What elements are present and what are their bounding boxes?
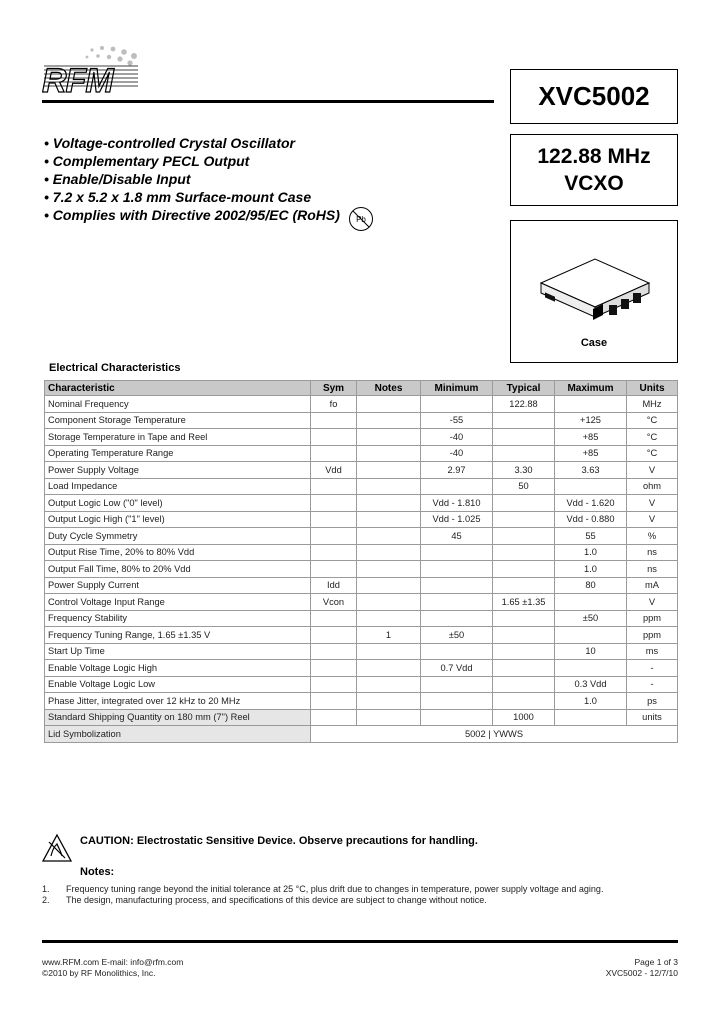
table-row xyxy=(45,511,678,528)
caution-text: CAUTION: Electrostatic Sensitive Device. Observe precautions for handling. xyxy=(80,835,478,847)
table-cell xyxy=(493,445,555,462)
case-image-box xyxy=(510,220,678,363)
table-row xyxy=(45,429,678,446)
table-cell xyxy=(493,660,555,677)
lid-label: Lid Symbolization xyxy=(45,726,311,743)
table-cell: 3.63 xyxy=(555,462,627,479)
table-cell: 1.65 ±1.35 xyxy=(493,594,555,611)
table-cell: 1000 xyxy=(493,709,555,726)
table-row xyxy=(45,709,678,726)
table-cell: 1.0 xyxy=(555,561,627,578)
feature-item: • 7.2 x 5.2 x 1.8 mm Surface-mount Case xyxy=(44,189,312,205)
table-cell: +85 xyxy=(555,429,627,446)
col-header: Maximum xyxy=(555,381,627,396)
col-header: Characteristic xyxy=(45,381,311,396)
table-row xyxy=(45,643,678,660)
table-cell xyxy=(555,396,627,413)
table-cell xyxy=(357,511,421,528)
device-type: VCXO xyxy=(564,172,624,195)
table-cell xyxy=(311,544,357,561)
notes-list xyxy=(42,884,603,906)
table-cell: °C xyxy=(627,445,678,462)
table-cell: - xyxy=(627,660,678,677)
table-cell: units xyxy=(627,709,678,726)
doc-revision: XVC5002 - 12/7/10 xyxy=(605,968,678,978)
table-cell xyxy=(555,627,627,644)
table-cell xyxy=(493,429,555,446)
table-cell: Nominal Frequency xyxy=(45,396,311,413)
table-cell: 50 xyxy=(493,478,555,495)
table-cell xyxy=(357,396,421,413)
table-cell: V xyxy=(627,511,678,528)
table-cell xyxy=(493,610,555,627)
case-package-image xyxy=(533,243,657,333)
col-header: Minimum xyxy=(421,381,493,396)
table-cell xyxy=(357,561,421,578)
table-cell xyxy=(357,462,421,479)
rohs-symbol-text: Pb xyxy=(356,215,366,224)
table-cell: ppm xyxy=(627,627,678,644)
table-cell: ps xyxy=(627,693,678,710)
table-cell: Duty Cycle Symmetry xyxy=(45,528,311,545)
table-cell xyxy=(493,693,555,710)
table-cell: ms xyxy=(627,643,678,660)
table-cell: Component Storage Temperature xyxy=(45,412,311,429)
table-cell xyxy=(311,643,357,660)
table-cell xyxy=(311,676,357,693)
table-cell xyxy=(493,412,555,429)
table-cell xyxy=(357,610,421,627)
table-cell xyxy=(555,660,627,677)
table-row xyxy=(45,577,678,594)
table-cell: Idd xyxy=(311,577,357,594)
table-cell: V xyxy=(627,462,678,479)
table-cell: Frequency Stability xyxy=(45,610,311,627)
table-cell: -55 xyxy=(421,412,493,429)
table-cell: Vcon xyxy=(311,594,357,611)
table-cell: +125 xyxy=(555,412,627,429)
part-number-box xyxy=(510,69,678,124)
table-cell xyxy=(421,544,493,561)
table-cell xyxy=(421,577,493,594)
table-cell: Frequency Tuning Range, 1.65 ±1.35 V xyxy=(45,627,311,644)
table-cell xyxy=(421,693,493,710)
table-cell xyxy=(357,544,421,561)
table-cell: Storage Temperature in Tape and Reel xyxy=(45,429,311,446)
table-cell: Vdd - 1.025 xyxy=(421,511,493,528)
table-cell: Control Voltage Input Range xyxy=(45,594,311,611)
part-number: XVC5002 xyxy=(538,81,650,111)
table-cell: Enable Voltage Logic Low xyxy=(45,676,311,693)
table-cell: Enable Voltage Logic High xyxy=(45,660,311,677)
table-cell: Phase Jitter, integrated over 12 kHz to 20 MHz xyxy=(45,693,311,710)
table-cell: Operating Temperature Range xyxy=(45,445,311,462)
table-cell: -40 xyxy=(421,445,493,462)
table-cell: Output Rise Time, 20% to 80% Vdd xyxy=(45,544,311,561)
lid-row xyxy=(45,726,678,743)
table-cell: 1.0 xyxy=(555,544,627,561)
note-item: 2. The design, manufacturing process, and specifications of this device are subject to change without notice. xyxy=(42,895,487,905)
feature-list xyxy=(44,134,340,224)
table-cell xyxy=(421,643,493,660)
table-cell: Output Logic Low ("0" level) xyxy=(45,495,311,512)
table-cell: Output Fall Time, 80% to 20% Vdd xyxy=(45,561,311,578)
note-item: 1. Frequency tuning range beyond the initial tolerance at 25 °C, plus drift due to changes in temperature, power supply voltage and aging. xyxy=(42,884,604,894)
table-row xyxy=(45,478,678,495)
table-cell: Power Supply Voltage xyxy=(45,462,311,479)
table-cell xyxy=(493,544,555,561)
table-cell xyxy=(311,412,357,429)
table-cell xyxy=(421,676,493,693)
table-cell xyxy=(493,528,555,545)
table-cell: V xyxy=(627,594,678,611)
table-cell xyxy=(421,478,493,495)
table-cell: +85 xyxy=(555,445,627,462)
table-cell: % xyxy=(627,528,678,545)
table-cell xyxy=(311,429,357,446)
table-cell: 2.97 xyxy=(421,462,493,479)
lid-value: 5002 | YWWS xyxy=(311,726,678,743)
table-cell xyxy=(357,412,421,429)
table-row xyxy=(45,561,678,578)
table-cell: 45 xyxy=(421,528,493,545)
table-cell xyxy=(357,693,421,710)
table-cell xyxy=(357,676,421,693)
table-cell: 55 xyxy=(555,528,627,545)
table-cell xyxy=(493,495,555,512)
table-cell: ppm xyxy=(627,610,678,627)
table-cell xyxy=(357,495,421,512)
feature-item: • Voltage-controlled Crystal Oscillator xyxy=(44,135,295,151)
table-cell xyxy=(311,478,357,495)
table-cell: °C xyxy=(627,412,678,429)
table-row xyxy=(45,676,678,693)
table-row xyxy=(45,660,678,677)
table-cell: Output Logic High ("1" level) xyxy=(45,511,311,528)
table-row xyxy=(45,412,678,429)
table-cell: 80 xyxy=(555,577,627,594)
table-cell: V xyxy=(627,495,678,512)
table-cell: ±50 xyxy=(555,610,627,627)
col-header: Units xyxy=(627,381,678,396)
page-number: Page 1 of 3 xyxy=(634,957,678,967)
table-row xyxy=(45,544,678,561)
table-cell xyxy=(493,643,555,660)
table-cell xyxy=(555,478,627,495)
rohs-pb-free-icon xyxy=(348,206,374,232)
notes-title: Notes: xyxy=(80,866,115,878)
table-cell: mA xyxy=(627,577,678,594)
table-cell: Load Impedance xyxy=(45,478,311,495)
col-header: Notes xyxy=(357,381,421,396)
table-cell xyxy=(421,396,493,413)
table-cell: 1.0 xyxy=(555,693,627,710)
table-cell xyxy=(311,495,357,512)
table-cell: Vdd - 1.810 xyxy=(421,495,493,512)
logo-text: RFM xyxy=(42,62,113,96)
table-cell xyxy=(311,693,357,710)
esd-warning-icon xyxy=(40,832,74,866)
footer-copyright: ©2010 by RF Monolithics, Inc. xyxy=(42,968,156,978)
table-cell xyxy=(493,511,555,528)
table-cell: 10 xyxy=(555,643,627,660)
footer-left xyxy=(42,957,183,979)
col-header: Typical xyxy=(493,381,555,396)
table-cell xyxy=(357,709,421,726)
table-cell xyxy=(357,445,421,462)
table-cell xyxy=(311,709,357,726)
table-cell: MHz xyxy=(627,396,678,413)
table-cell: ±50 xyxy=(421,627,493,644)
table-row xyxy=(45,462,678,479)
table-cell xyxy=(311,610,357,627)
table-cell xyxy=(555,594,627,611)
table-cell xyxy=(311,660,357,677)
feature-item: • Complies with Directive 2002/95/EC (RoHS) xyxy=(44,207,340,223)
table-row xyxy=(45,627,678,644)
table-cell: -40 xyxy=(421,429,493,446)
table-cell: 122.88 xyxy=(493,396,555,413)
table-row xyxy=(45,528,678,545)
table-row xyxy=(45,594,678,611)
table-cell: 0.3 Vdd xyxy=(555,676,627,693)
table-cell xyxy=(357,660,421,677)
electrical-characteristics-table xyxy=(44,380,678,743)
table-cell xyxy=(311,445,357,462)
table-cell: fo xyxy=(311,396,357,413)
table-header-row xyxy=(45,381,678,396)
table-cell xyxy=(357,577,421,594)
table-cell xyxy=(493,627,555,644)
col-header: Sym xyxy=(311,381,357,396)
table-row xyxy=(45,495,678,512)
table-cell xyxy=(555,709,627,726)
table-row xyxy=(45,693,678,710)
table-cell: Vdd - 0.880 xyxy=(555,511,627,528)
table-cell xyxy=(357,594,421,611)
table-cell: Vdd xyxy=(311,462,357,479)
footer-rule xyxy=(42,940,678,943)
header-rule xyxy=(42,100,494,103)
case-caption: Case xyxy=(580,337,608,349)
frequency-box xyxy=(510,134,678,206)
frequency: 122.88 MHz xyxy=(537,145,651,168)
table-row xyxy=(45,445,678,462)
table-cell: ohm xyxy=(627,478,678,495)
footer-right xyxy=(560,957,678,979)
table-cell xyxy=(493,676,555,693)
table-cell: Standard Shipping Quantity on 180 mm (7") Reel xyxy=(45,709,311,726)
table-cell: Vdd - 1.620 xyxy=(555,495,627,512)
table-cell: Power Supply Current xyxy=(45,577,311,594)
table-cell xyxy=(311,627,357,644)
table-cell: - xyxy=(627,676,678,693)
table-cell xyxy=(357,429,421,446)
table-row xyxy=(45,610,678,627)
table-cell: 3.30 xyxy=(493,462,555,479)
table-cell xyxy=(421,561,493,578)
table-cell: 0.7 Vdd xyxy=(421,660,493,677)
table-cell xyxy=(421,709,493,726)
table-cell: 1 xyxy=(357,627,421,644)
table-cell xyxy=(421,594,493,611)
rfm-logo xyxy=(42,44,152,96)
table-cell: ns xyxy=(627,561,678,578)
table-cell xyxy=(311,528,357,545)
table-row xyxy=(45,396,678,413)
table-cell xyxy=(493,561,555,578)
table-cell xyxy=(357,643,421,660)
table-cell xyxy=(357,528,421,545)
table-cell xyxy=(311,511,357,528)
feature-item: • Enable/Disable Input xyxy=(44,171,191,187)
table-cell xyxy=(421,610,493,627)
table-cell: ns xyxy=(627,544,678,561)
table-cell xyxy=(311,561,357,578)
table-cell: Start Up Time xyxy=(45,643,311,660)
table-cell: °C xyxy=(627,429,678,446)
table-title: Electrical Characteristics xyxy=(49,362,181,374)
feature-item: • Complementary PECL Output xyxy=(44,153,250,169)
table-cell xyxy=(357,478,421,495)
footer-contact: www.RFM.com E-mail: info@rfm.com xyxy=(42,957,184,967)
table-cell xyxy=(493,577,555,594)
